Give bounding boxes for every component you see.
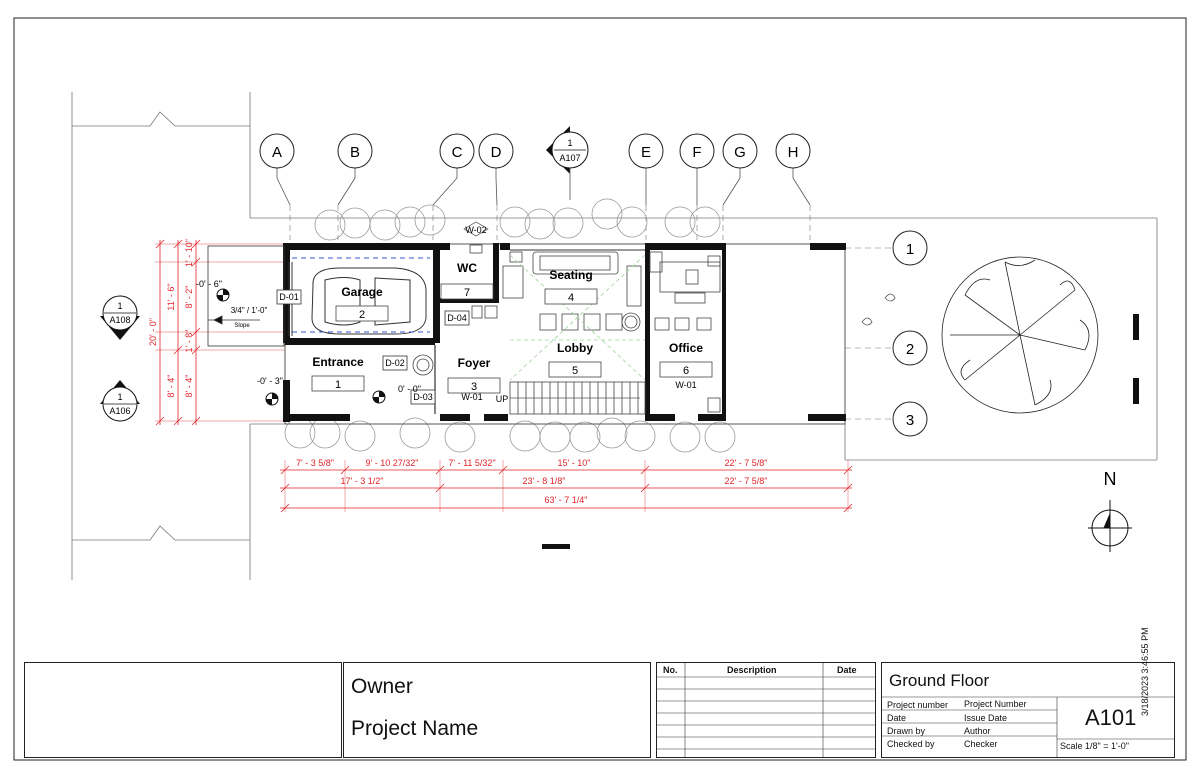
shrub [625,421,655,451]
grid-column-H [776,134,810,240]
tree-symbol [942,257,1098,413]
pebbles [862,294,895,325]
section-marker-left-upper [100,296,140,340]
dim-bottom-row1: 15' - 10" [557,458,591,468]
dim-bottom-row2: 23' - 8 1/8" [522,476,566,486]
shrub [597,418,627,448]
section-left-lower-number: 1 [117,392,123,402]
titleblock-project-cell [343,662,651,758]
grid-label: B [349,144,361,161]
shrub [445,422,475,452]
field-project-number-label: Project number [887,700,949,710]
section-left-lower-sheet: A106 [109,406,131,416]
print-timestamp: 3/18/2023 3:46:55 PM [1140,627,1150,716]
level-slope-value: 3/4" / 1'-0" [230,306,268,315]
tag-door-wc: D-04 [447,313,467,323]
section-marker-left-lower [100,380,140,421]
section-left-upper-number: 1 [117,301,123,311]
shrub [617,207,647,237]
grid-row-2 [845,331,927,365]
grid-label: 3 [905,412,915,429]
room-name: Seating [549,268,593,282]
section-top-sheet: A107 [559,153,581,163]
sheet-info-cell [881,662,1175,758]
tag-window-office: W-01 [675,380,697,390]
dim-bottom-row2: 22' - 7 5/8" [724,476,768,486]
section-top-number: 1 [567,138,573,148]
level-entrance: 0' - 0" [398,384,421,394]
field-drawn-by-label: Drawn by [887,726,926,736]
sheet-name: Ground Floor [889,671,990,690]
dim-bottom-row2: 17' - 3 1/2" [340,476,384,486]
dim-bottom-total: 63' - 7 1/4" [544,495,588,505]
room-name: Office [668,341,704,355]
dim-bottom-row1: 9' - 10 27/32" [365,458,419,468]
owner-name: Owner [351,675,413,698]
field-checked-by-label: Checked by [887,739,935,749]
dim-bottom-row1: 22' - 7 5/8" [724,458,768,468]
room-name: Foyer [457,356,491,370]
shrub [665,207,695,237]
dim-left-inner: 8' - 4" [184,374,194,398]
grid-column-G [723,134,757,240]
room-number: 4 [567,292,575,304]
tag-window-top: W-02 [465,225,487,235]
revision-table [656,662,876,758]
tag-door-foyer: D-03 [413,392,433,402]
shrub [540,422,570,452]
shrub [690,207,720,237]
shrub [510,421,540,451]
dim-left-mid: 8' - 4" [166,374,176,398]
dim-bottom-row1: 7' - 11 5/32" [448,458,496,468]
room-name: Garage [341,285,383,299]
revision-header-description: Description [727,665,777,675]
dim-bottom-row1: 7' - 3 5/8" [296,458,334,468]
room-name: Lobby [557,341,593,355]
room-number: 5 [571,365,579,377]
grid-label: D [490,144,502,161]
titleblock-logo-cell [24,662,342,758]
section-left-upper-sheet: A108 [109,315,131,325]
room-number: 1 [334,379,342,391]
grid-label: E [640,144,652,161]
dim-left-inner: 8' - 2" [184,285,194,309]
sheet-number: A101 [1085,705,1137,730]
tag-stair-up: UP [495,394,509,404]
shrub [570,422,600,452]
room-name: Entrance [312,355,364,369]
section-marker-top [546,126,588,200]
grid-label: A [271,144,283,161]
grid-label: C [451,144,463,161]
site-lines [72,92,1157,580]
shrub [670,422,700,452]
north-label: N [1103,469,1117,489]
grid-label: F [692,144,702,161]
shrub [553,208,583,238]
revision-header-no: No. [663,665,678,675]
dim-left-mid: 11' - 6" [166,283,176,311]
dim-left-inner: 1' - 10" [184,239,194,267]
tag-window-foyer: W-01 [461,392,483,402]
room-name: WC [457,261,477,275]
grid-label: G [734,144,746,161]
grid-row-3 [845,402,927,436]
grid-column-F [680,134,714,240]
shrub [310,418,340,448]
room-number: 7 [463,287,471,299]
level-slope-label: Slope [234,323,250,329]
sheet-scale: Scale 1/8" = 1'-0" [1060,741,1129,751]
dim-left-outer: 20' - 0" [148,318,158,346]
grid-column-B [338,134,372,240]
room-number: 2 [358,309,366,321]
shrub [345,421,375,451]
room-entrance [312,355,364,391]
dim-left-inner: 1' - 8" [184,329,194,353]
room-labels [312,261,712,393]
shrub [705,422,735,452]
north-arrow [1088,500,1132,552]
grid-label: 2 [905,341,915,358]
level-garage: -0' - 6" [196,279,222,289]
field-drawn-by-value: Author [964,726,991,736]
project-name: Project Name [351,717,479,740]
shrub [285,418,315,448]
site-marks [542,314,1139,549]
tag-door-entrance: D-02 [385,358,405,368]
room-foyer [448,356,500,393]
field-date-value: Issue Date [964,713,1008,723]
room-lobby [549,341,601,377]
stair [510,382,645,414]
room-number: 6 [682,365,690,377]
shrub [415,205,445,235]
shrub [400,418,430,448]
room-seating [545,268,597,304]
tag-door-garage: D-01 [279,292,299,302]
field-project-number-value: Project Number [964,699,1027,709]
revision-header-date: Date [837,665,857,675]
field-date-label: Date [887,713,907,723]
grid-column-E [629,134,663,240]
room-number: 3 [470,381,478,393]
field-checked-by-value: Checker [964,739,998,749]
room-garage [336,285,388,321]
revision-grid [657,663,875,757]
grid-label: H [787,144,799,161]
room-wc [441,261,493,299]
grid-rows [845,231,927,436]
grid-columns [260,134,810,240]
grid-column-A [260,134,294,240]
level-entrance-left: -0' - 3" [257,376,283,386]
grid-label: 1 [905,241,915,258]
room-office [660,341,712,377]
grid-row-1 [845,231,927,265]
